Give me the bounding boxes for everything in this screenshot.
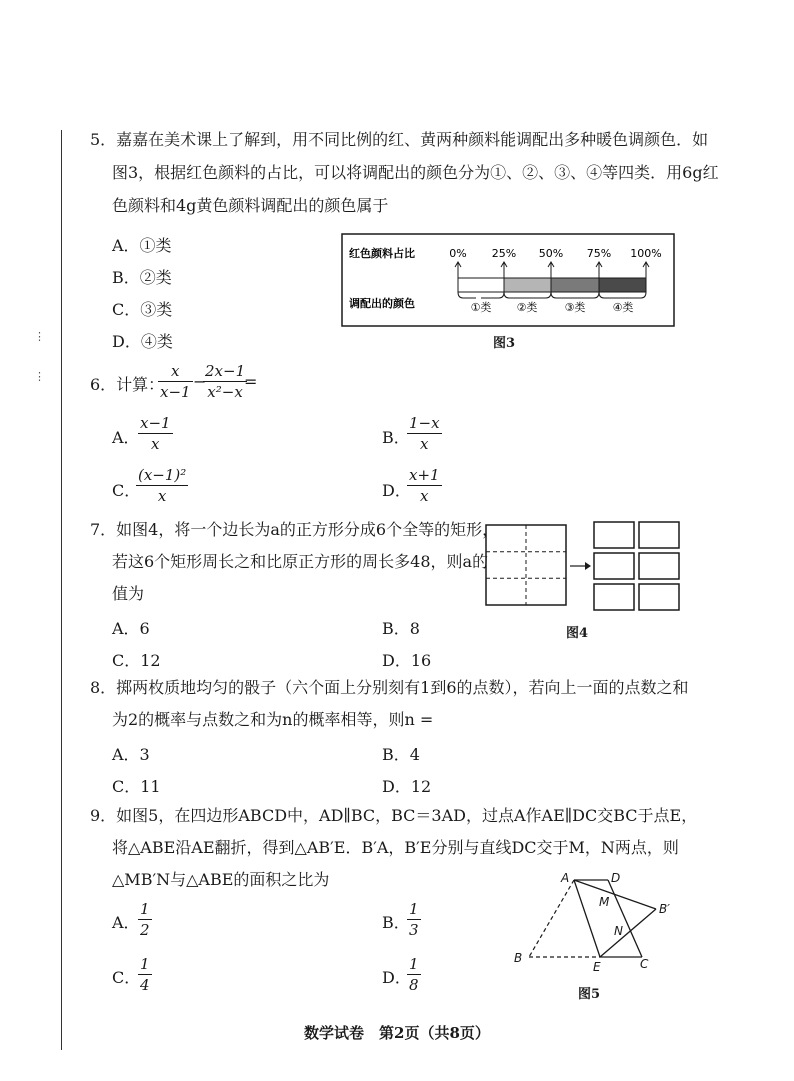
- q7-line2: 若这6个矩形周长之和比原正方形的周长多48，则a的: [112, 552, 489, 571]
- fig5-label-m: M: [599, 895, 610, 909]
- q8-line1: 8．掷两枚质地均匀的骰子（六个面上分别刻有1到6的点数），若向上一面的点数之和: [90, 678, 689, 697]
- tick-50: 50%: [538, 247, 564, 260]
- q7-option-c: C．12: [112, 651, 161, 670]
- q6-prefix: 6．计算：: [90, 375, 165, 394]
- figure-4-square-rectangles: [485, 520, 681, 612]
- q6-a-den: x: [138, 433, 173, 453]
- q9-option-c-fraction: [138, 955, 152, 994]
- tick-25: 25%: [491, 247, 517, 260]
- fig3-row1-label: 红色颜料占比: [349, 247, 415, 260]
- q7-option-a: A．6: [112, 619, 150, 638]
- tick-0: 0%: [449, 247, 467, 260]
- q9-option-d-fraction: [407, 955, 421, 994]
- q6-c-num: (x−1)²: [138, 466, 187, 484]
- q5-option-b: B．②类: [112, 268, 172, 287]
- fig3-class-1: ①类: [470, 301, 492, 314]
- q5-line3: 色颜料和4g黄色颜料调配出的颜色属于: [112, 196, 389, 215]
- q9-line3: △MB′N与△ABE的面积之比为: [112, 870, 330, 889]
- fig5-caption: 图5: [578, 987, 601, 1002]
- binding-mark: ⋮: [34, 370, 45, 383]
- q5-option-c: C．③类: [112, 300, 173, 319]
- page-footer: 数学试卷 第2页（共8页）: [304, 1024, 490, 1042]
- q6-option-d-label: D．: [382, 481, 411, 500]
- q6-equals: =: [244, 372, 258, 391]
- q9-option-b-label: B．: [382, 913, 410, 932]
- q6-fraction-2: [203, 362, 247, 401]
- binding-margin-line: [61, 130, 62, 1050]
- q9-option-b-fraction: [407, 900, 421, 939]
- q8-option-d: D．12: [382, 777, 432, 796]
- fig3-class-4: ④类: [612, 301, 634, 314]
- q5-line2: 图3，根据红色颜料的占比，可以将调配出的颜色分为①、②、③、④等四类．用6g红: [112, 163, 719, 182]
- q6-f2-num: 2x−1: [205, 362, 246, 380]
- q5-line1: 5．嘉嘉在美术课上了解到，用不同比例的红、黄两种颜料能调配出多种暖色调颜色．如: [90, 130, 709, 149]
- q6-c-den: x: [136, 485, 188, 505]
- q8-option-a: A．3: [112, 745, 150, 764]
- q9-option-c-label: C．: [112, 968, 141, 987]
- q9-b-den: 3: [409, 921, 419, 939]
- q8-option-c: C．11: [112, 777, 161, 796]
- q6-option-c-fraction: [136, 466, 188, 505]
- q7-line3: 值为: [112, 584, 145, 603]
- q6-d-num: x+1: [409, 466, 440, 484]
- fig3-segment-1: [458, 278, 504, 292]
- q6-a-num: x−1: [140, 414, 171, 432]
- q6-option-c-label: C．: [112, 481, 141, 500]
- q9-line2: 将△ABE沿AE翻折，得到△AB′E．B′A，B′E分别与直线DC交于M，N两点，则: [112, 838, 679, 857]
- fig5-label-e: E: [593, 960, 601, 974]
- q5-option-d: D．④类: [112, 332, 173, 351]
- q8-option-b: B．4: [382, 745, 420, 764]
- q6-minus: −: [193, 372, 207, 391]
- q9-option-a-label: A．: [112, 913, 140, 932]
- fig3-arrows: [455, 262, 649, 278]
- q9-line1: 9．如图5，在四边形ABCD中，AD∥BC，BC＝3AD，过点A作AE∥DC交BC于点E，: [90, 806, 698, 825]
- q7-line1: 7．如图4，将一个边长为a的正方形分成6个全等的矩形，: [90, 520, 499, 539]
- q6-b-den: x: [407, 433, 442, 453]
- fig3-class-2: ②类: [516, 301, 538, 314]
- fig3-caption: 图3: [493, 336, 516, 351]
- q9-b-num: 1: [409, 900, 419, 918]
- q9-c-num: 1: [140, 955, 150, 973]
- figure-5-quadrilateral: [505, 868, 685, 976]
- q6-option-a-label: A．: [112, 428, 140, 447]
- q9-d-num: 1: [409, 955, 419, 973]
- q6-f1-num: x: [171, 362, 180, 380]
- q9-a-num: 1: [140, 900, 150, 918]
- figure-3-color-bar: [341, 233, 675, 327]
- q7-option-d: D．16: [382, 651, 432, 670]
- q6-fraction-1: [158, 362, 193, 401]
- q5-option-a: A．①类: [112, 236, 172, 255]
- fig5-label-bprime: B′: [659, 902, 670, 916]
- fig5-label-n: N: [614, 924, 623, 938]
- q9-d-den: 8: [409, 976, 419, 994]
- q6-option-d-fraction: [407, 466, 442, 505]
- q8-line2: 为2的概率与点数之和为n的概率相等，则n =: [112, 710, 434, 729]
- q9-c-den: 4: [140, 976, 150, 994]
- fig5-label-c: C: [640, 957, 649, 971]
- fig3-segment-2: [504, 278, 551, 292]
- fig3-ticks: [449, 247, 661, 260]
- q6-option-a-fraction: [138, 414, 173, 453]
- fig4-caption: 图4: [566, 626, 589, 641]
- q7-option-b: B．8: [382, 619, 420, 638]
- q9-option-d-label: D．: [382, 968, 411, 987]
- q6-option-b-fraction: [407, 414, 442, 453]
- tick-100: 100%: [630, 247, 662, 260]
- fig3-segment-4: [599, 278, 646, 292]
- q6-option-b-label: B．: [382, 428, 410, 447]
- q9-option-a-fraction: [138, 900, 152, 939]
- q6-b-num: 1−x: [409, 414, 440, 432]
- q6-d-den: x: [407, 485, 442, 505]
- fig3-class-3: ③类: [564, 301, 586, 314]
- q6-f1-den: x−1: [160, 383, 191, 401]
- tick-75: 75%: [586, 247, 612, 260]
- fig3-segment-3: [551, 278, 599, 292]
- fig3-row2-label: 调配出的颜色: [349, 297, 415, 310]
- fig5-label-a: A: [561, 871, 570, 885]
- q9-a-den: 2: [140, 921, 150, 939]
- fig5-label-b: B: [514, 951, 523, 965]
- binding-mark: ⋮: [34, 330, 45, 343]
- q6-f2-den: x²−x: [203, 381, 247, 401]
- fig5-label-d: D: [611, 871, 621, 885]
